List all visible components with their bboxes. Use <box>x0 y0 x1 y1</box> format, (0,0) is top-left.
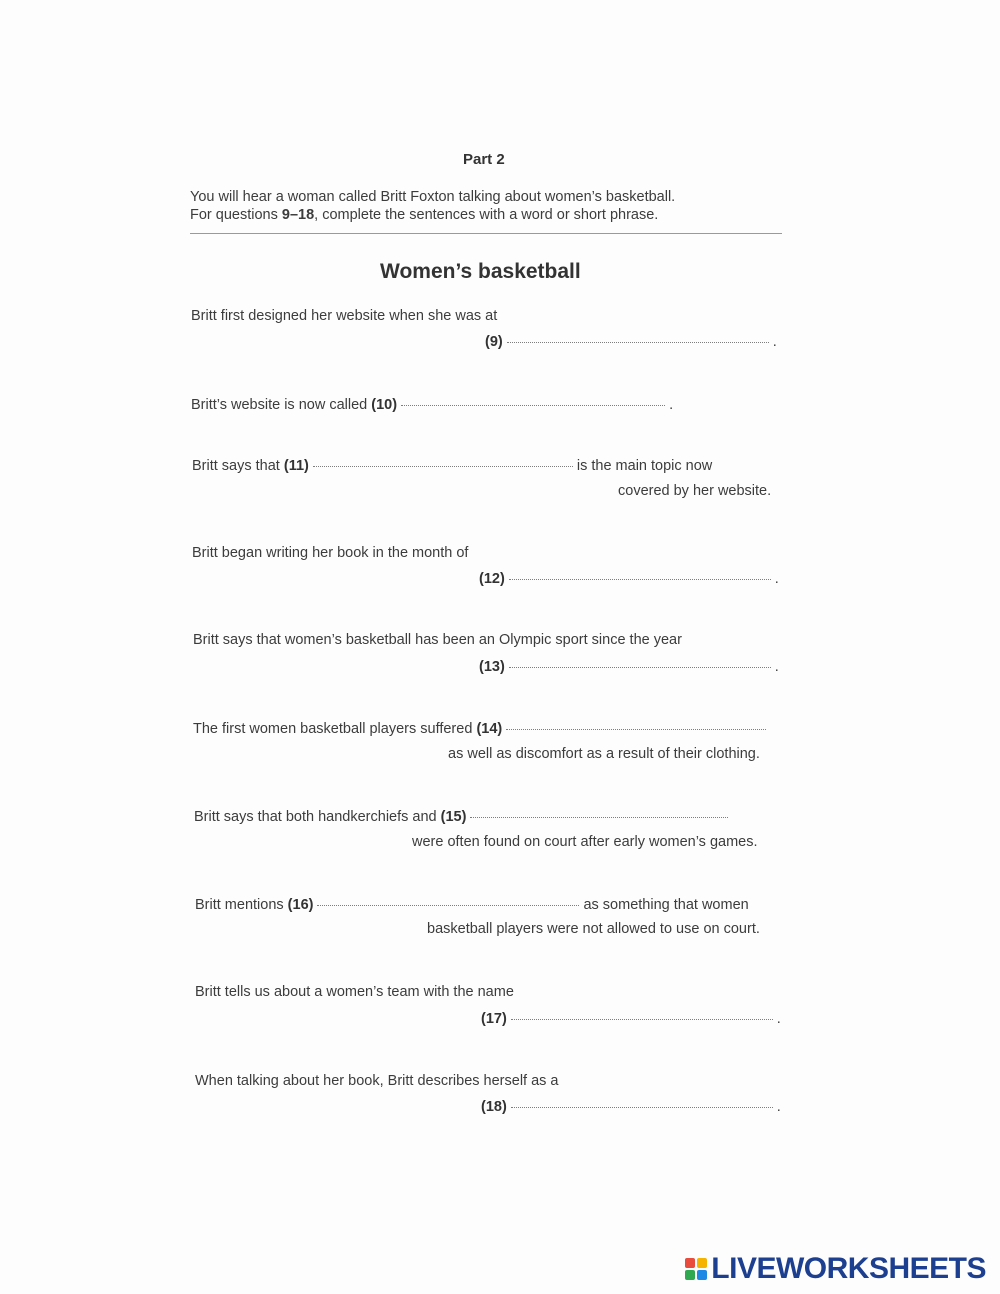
q10-prompt: Britt’s website is now called <box>191 397 372 413</box>
instruction-text: , complete the sentences with a word or short phrase. <box>314 207 659 223</box>
q17-number: (17) <box>481 1011 507 1027</box>
q16-number: (16) <box>287 897 314 913</box>
q18-period: . <box>776 1099 781 1115</box>
q12-answer-line <box>479 571 779 587</box>
q13-number: (13) <box>479 659 505 675</box>
q11-prompt-after: is the main topic now <box>576 458 713 474</box>
q10-answer-input[interactable] <box>401 405 665 406</box>
q14-number: (14) <box>476 721 503 737</box>
q13-prompt: Britt says that women’s basketball has been an Olympic sport since the year <box>193 632 682 648</box>
q15-prompt: Britt says that both handkerchiefs and <box>194 809 441 825</box>
worksheet-title: Women’s basketball <box>380 260 581 283</box>
q12-answer-input[interactable] <box>509 579 771 580</box>
q16-line <box>195 897 749 913</box>
liveworksheets-logo <box>685 1252 986 1286</box>
q13-answer-input[interactable] <box>509 667 771 668</box>
q17-answer-input[interactable] <box>511 1019 773 1020</box>
q9-period: . <box>772 334 777 350</box>
q18-prompt: When talking about her book, Britt describes herself as a <box>195 1073 559 1089</box>
q12-number: (12) <box>479 571 505 587</box>
q13-answer-line <box>479 659 779 675</box>
instruction-line-1: You will hear a woman called Britt Foxton talking about women’s basketball. <box>190 189 676 205</box>
question-range: 9–18 <box>281 207 315 223</box>
q17-answer-line <box>481 1011 781 1027</box>
q9-prompt: Britt first designed her website when she was at <box>191 308 498 324</box>
q16-answer-input[interactable] <box>317 905 579 906</box>
q11-number: (11) <box>283 458 309 474</box>
q13-period: . <box>774 659 779 675</box>
q12-period: . <box>774 571 779 587</box>
q14-prompt-line-2: as well as discomfort as a result of their clothing. <box>448 746 760 762</box>
q11-line <box>192 458 712 474</box>
q10-period: . <box>669 397 674 413</box>
q15-prompt-line-2: were often found on court after early women’s games. <box>412 834 758 850</box>
q14-line <box>193 721 770 737</box>
q15-number: (15) <box>440 809 467 825</box>
q15-answer-input[interactable] <box>470 817 728 818</box>
q11-prompt-line-2: covered by her website. <box>618 483 772 499</box>
q16-prompt: Britt mentions <box>195 897 288 913</box>
q18-answer-line <box>481 1099 781 1115</box>
logo-icon <box>685 1258 707 1280</box>
q11-prompt: Britt says that <box>192 458 284 474</box>
brand-name: LIVEWORKSHEETS <box>711 1252 986 1285</box>
q9-answer-input[interactable] <box>507 342 769 343</box>
q16-prompt-line-2: basketball players were not allowed to use on court. <box>427 921 760 937</box>
instruction-line-2 <box>190 207 658 223</box>
q18-number: (18) <box>481 1099 507 1115</box>
q17-period: . <box>776 1011 781 1027</box>
divider <box>190 233 782 234</box>
q16-prompt-after: as something that women <box>583 897 749 913</box>
q17-prompt: Britt tells us about a women’s team with the name <box>195 984 514 1000</box>
q18-answer-input[interactable] <box>511 1107 773 1108</box>
q9-answer-line <box>485 334 777 350</box>
q12-prompt: Britt began writing her book in the month of <box>192 545 469 561</box>
q15-line <box>194 809 732 825</box>
q11-answer-input[interactable] <box>313 466 573 467</box>
q10-line <box>191 397 673 413</box>
q9-number: (9) <box>485 334 503 350</box>
instruction-text: For questions <box>190 207 282 223</box>
part-heading: Part 2 <box>463 151 505 168</box>
q10-number: (10) <box>371 397 398 413</box>
q14-answer-input[interactable] <box>506 729 766 730</box>
q14-prompt: The first women basketball players suffered <box>193 721 477 737</box>
